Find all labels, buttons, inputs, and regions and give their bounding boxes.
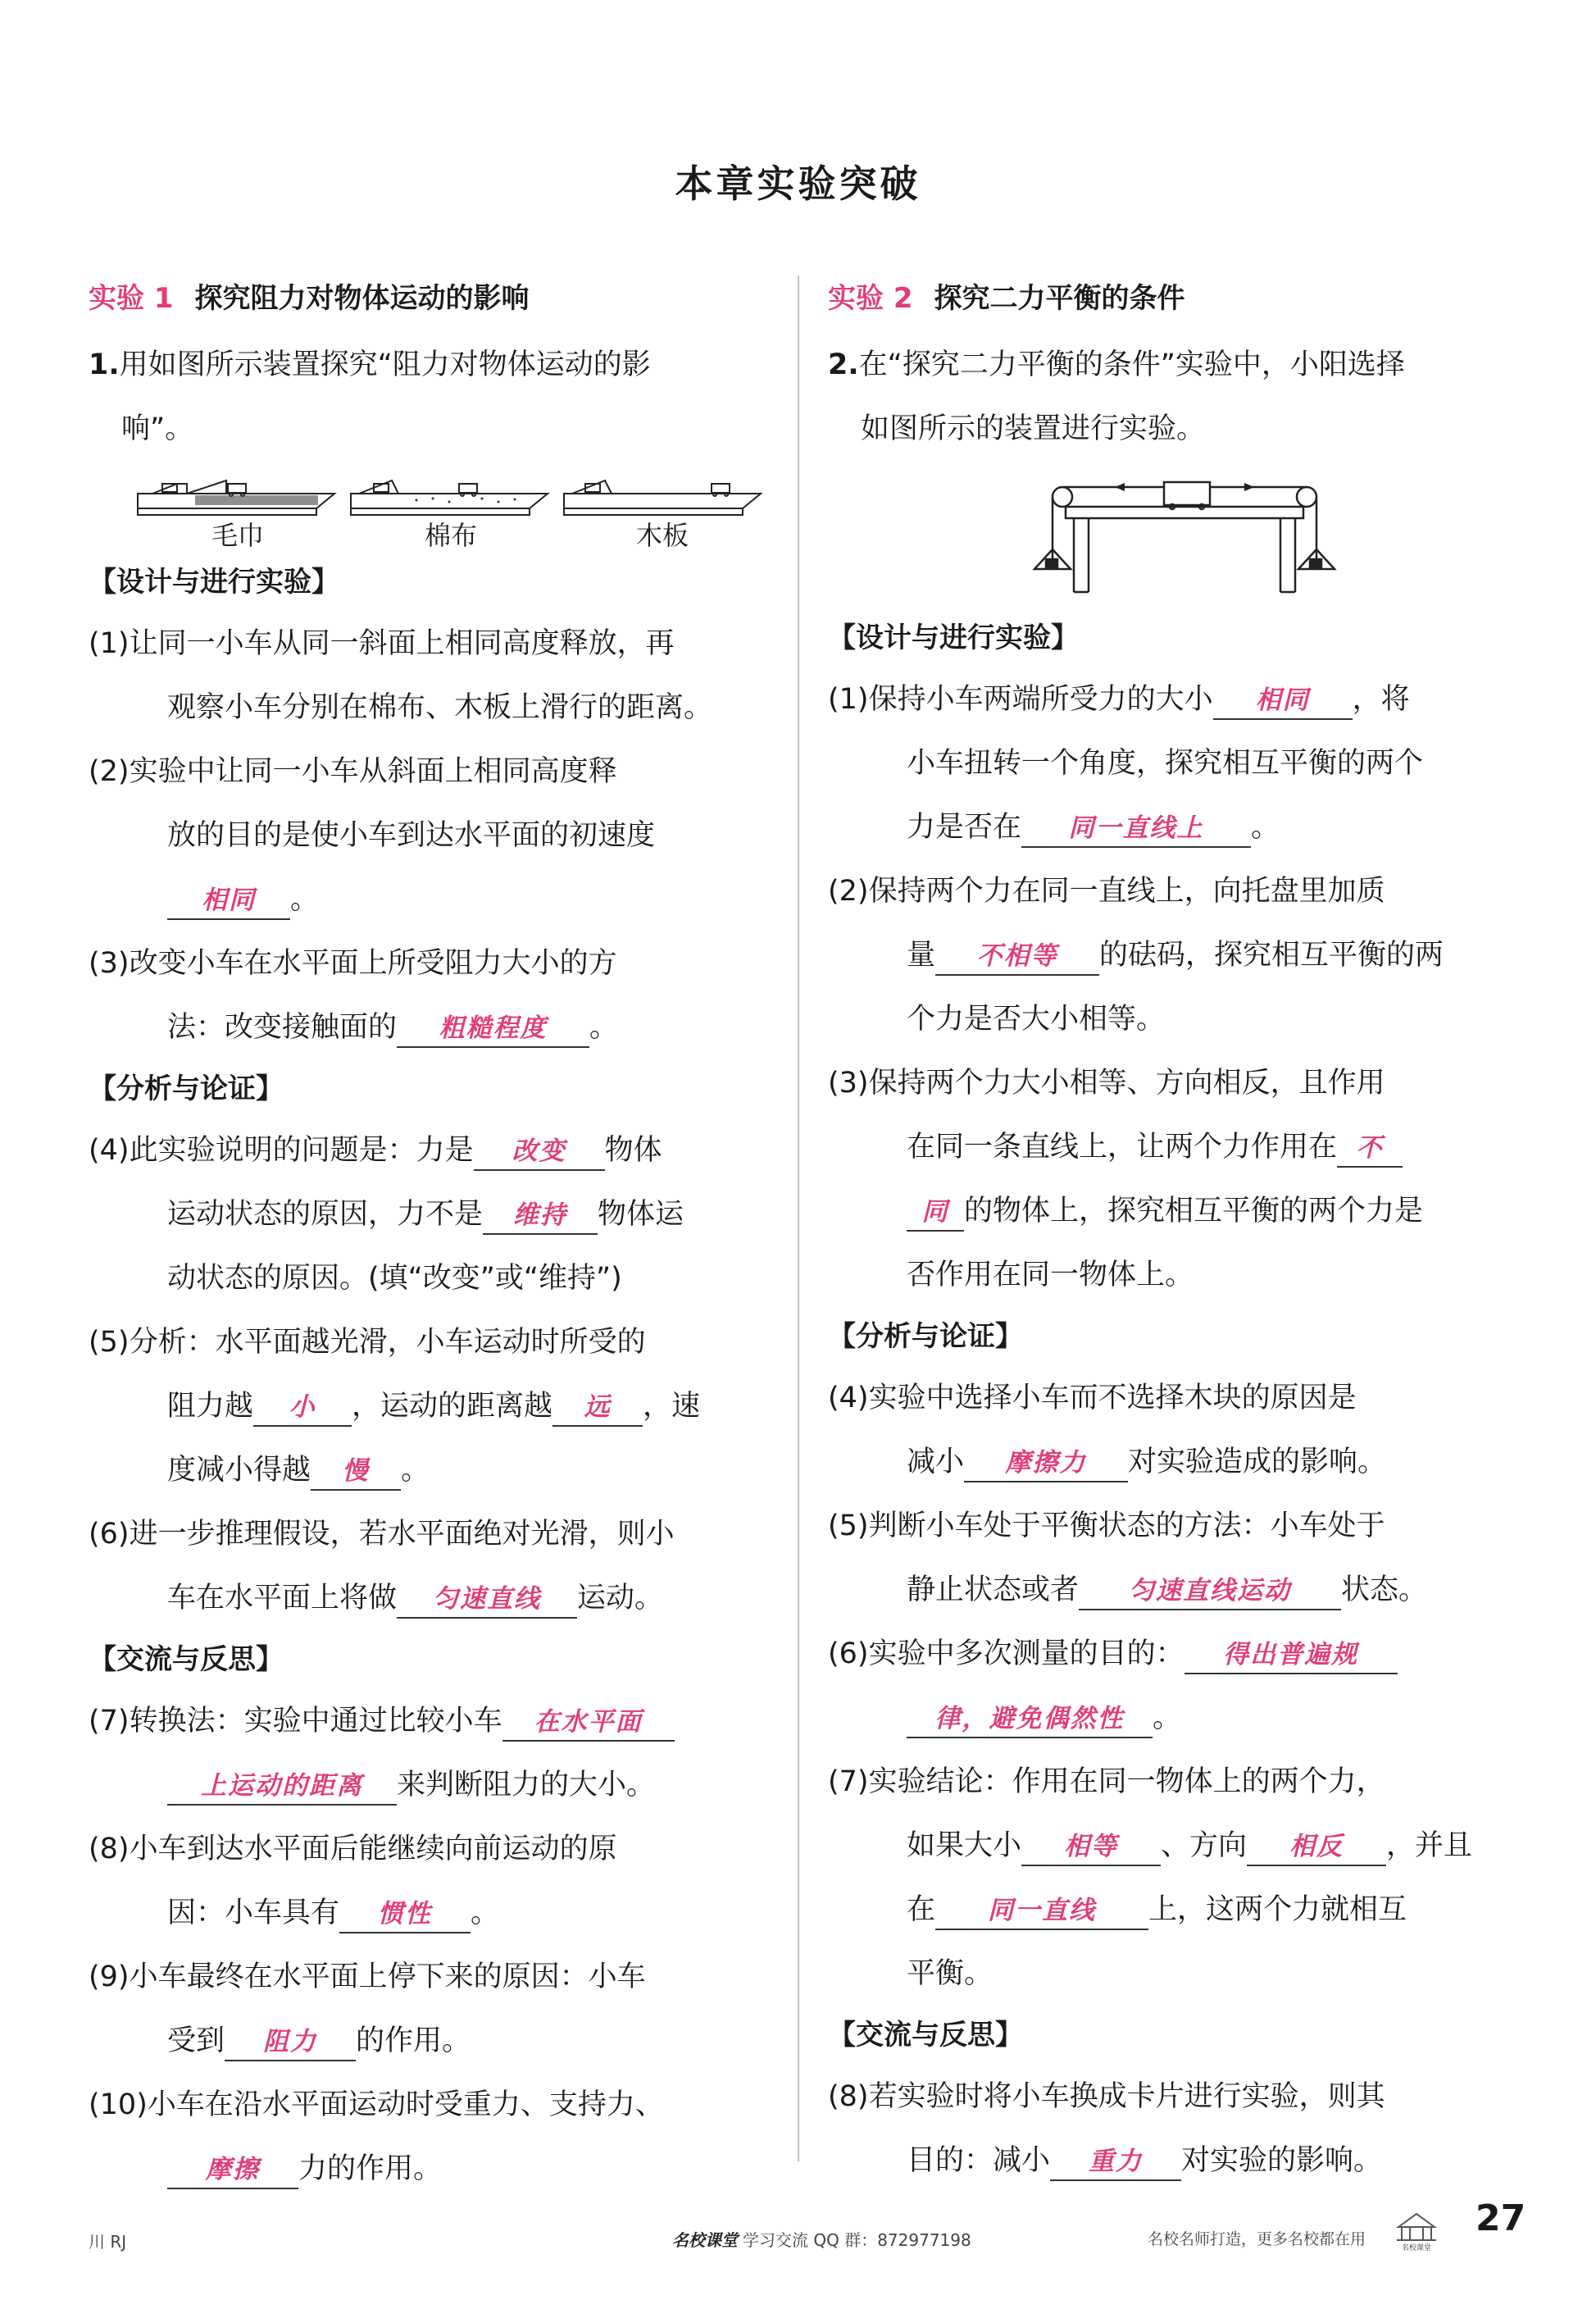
experiment-1-title: 探究阻力对物体运动的影响 bbox=[194, 282, 530, 315]
item-2-5-line-a: (5)判断小车处于平衡状态的方法：小车处于 bbox=[828, 1510, 1385, 1542]
experiment-2-column bbox=[828, 276, 1516, 2193]
item-6-line-a: (6)进一步推理假设，若水平面绝对光滑，则小 bbox=[89, 1518, 675, 1551]
item-2-1-line-c bbox=[828, 795, 1516, 859]
answer-blank: 得出普遍规 bbox=[1184, 1637, 1398, 1674]
item-2-3-line-c bbox=[828, 1179, 1516, 1243]
answer-blank: 改变 bbox=[474, 1133, 605, 1171]
experiment-2-heading bbox=[828, 276, 1516, 321]
section-reflection-2: 【交流与反思】 bbox=[828, 2019, 1023, 2052]
item-text: 在 bbox=[907, 1893, 936, 1926]
answer-blank: 小 bbox=[253, 1389, 352, 1427]
item-6-text: 车在水平面上将做 bbox=[167, 1582, 398, 1614]
section-analysis-1: 【分析与论证】 bbox=[89, 1073, 284, 1105]
item-8-line-b bbox=[89, 1881, 771, 1945]
footer-slogan: 名校名师打造，更多名校都在用 bbox=[1148, 2230, 1366, 2248]
answer-blank: 重力 bbox=[1050, 2143, 1181, 2181]
item-3-text: 法：改变接触面的 bbox=[167, 1011, 398, 1044]
force-balance-figure bbox=[828, 461, 1516, 608]
item-2-7-line-a: (7)实验结论：作用在同一物体上的两个力， bbox=[828, 1765, 1385, 1798]
question-2-number: 2. bbox=[828, 348, 859, 381]
item-4-text: 物体运 bbox=[598, 1198, 684, 1231]
item-5-line-c bbox=[89, 1438, 771, 1502]
item-2-3-line-b bbox=[828, 1115, 1516, 1179]
section-reflection-1: 【交流与反思】 bbox=[89, 1643, 284, 1676]
item-7-text: 来判断阻力的大小。 bbox=[397, 1769, 656, 1801]
item-2-8-line-b bbox=[828, 2129, 1516, 2193]
item-text: ，将 bbox=[1352, 683, 1410, 716]
question-2-line-2: 如图所示的装置进行实验。 bbox=[861, 412, 1206, 445]
answer-blank: 同一直线 bbox=[935, 1892, 1148, 1930]
item-4-line-b bbox=[89, 1182, 771, 1246]
item-6-line-b bbox=[89, 1566, 771, 1630]
item-2-1-line-a bbox=[828, 667, 1516, 731]
item-text: 目的：减小 bbox=[907, 2144, 1051, 2177]
answer-blank: 同 bbox=[907, 1194, 964, 1232]
item-2-5-line-b bbox=[828, 1558, 1516, 1622]
table-pulley-diagram bbox=[828, 461, 1516, 608]
item-text: 在同一条直线上，让两个力作用在 bbox=[907, 1131, 1338, 1164]
experiment-1-column bbox=[89, 276, 771, 2201]
answer-blank: 惯性 bbox=[339, 1896, 471, 1933]
experiment-2-title: 探究二力平衡的条件 bbox=[934, 282, 1185, 315]
item-2-line-c bbox=[89, 868, 771, 931]
answer-blank: 摩擦力 bbox=[964, 1445, 1128, 1482]
item-10-line-a: (10)小车在沿水平面运动时受重力、支持力、 bbox=[89, 2088, 664, 2121]
figure-label-towel: 毛巾 bbox=[211, 520, 265, 551]
item-9-text: 的作用。 bbox=[356, 2024, 471, 2057]
answer-blank: 摩擦 bbox=[167, 2152, 298, 2189]
item-text: 状态。 bbox=[1341, 1573, 1428, 1606]
section-design-experiment-2: 【设计与进行实验】 bbox=[828, 622, 1079, 654]
footer-brand: 名校课堂 bbox=[672, 2230, 738, 2250]
footer-qq-group: 学习交流 QQ 群：872977198 bbox=[743, 2230, 971, 2250]
item-text: 对实验的影响。 bbox=[1181, 2144, 1383, 2177]
section-analysis-2: 【分析与论证】 bbox=[828, 1320, 1023, 1353]
item-8-line-a: (8)小车到达水平面后能继续向前运动的原 bbox=[89, 1833, 617, 1865]
item-text: ，并且 bbox=[1386, 1829, 1473, 1862]
answer-blank: 相反 bbox=[1247, 1829, 1386, 1866]
item-1-line-a: (1)让同一小车从同一斜面上相同高度释放，再 bbox=[89, 627, 675, 660]
item-1-line-b: 观察小车分别在棉布、木板上滑行的距离。 bbox=[167, 691, 713, 724]
question-1-line-1 bbox=[89, 333, 771, 397]
answer-blank: 远 bbox=[552, 1389, 643, 1427]
item-4-text: (4)此实验说明的问题是：力是 bbox=[89, 1134, 474, 1167]
brand-logo-icon bbox=[1392, 2202, 1441, 2255]
item-3-line-a: (3)改变小车在水平面上所受阻力大小的方 bbox=[89, 947, 617, 980]
item-5-text: ，运动的距离越 bbox=[352, 1390, 553, 1423]
item-4-text: 运动状态的原因，力不是 bbox=[167, 1198, 484, 1231]
answer-blank: 在水平面 bbox=[502, 1704, 675, 1742]
answer-blank: 同一直线上 bbox=[1021, 810, 1251, 848]
page-number: 27 bbox=[1476, 2197, 1526, 2239]
answer-blank: 不相等 bbox=[935, 938, 1099, 976]
experiment-1-tag: 实验 1 bbox=[89, 282, 174, 315]
item-6-text: 运动。 bbox=[577, 1582, 664, 1614]
item-text: 、方向 bbox=[1161, 1829, 1248, 1862]
experiment-2-tag: 实验 2 bbox=[828, 282, 913, 315]
building-logo-icon bbox=[1392, 2202, 1441, 2252]
item-2-6-line-a bbox=[828, 1622, 1516, 1686]
item-2-2-line-b bbox=[828, 923, 1516, 987]
section-design-experiment-1: 【设计与进行实验】 bbox=[89, 566, 339, 599]
figure-label-board: 木板 bbox=[636, 520, 689, 551]
answer-blank: 阻力 bbox=[225, 2024, 356, 2061]
item-7-line-b bbox=[89, 1753, 771, 1817]
item-text: 力是否在 bbox=[907, 811, 1022, 844]
answer-blank: 相同 bbox=[167, 882, 290, 920]
punctuation: 。 bbox=[290, 883, 320, 916]
item-2-1-line-b: 小车扭转一个角度，探究相互平衡的两个 bbox=[907, 747, 1424, 780]
punctuation: 。 bbox=[1251, 811, 1280, 844]
item-2-line-a: (2)实验中让同一小车从斜面上相同高度释 bbox=[89, 755, 617, 788]
item-7-text: (7)转换法：实验中通过比较小车 bbox=[89, 1705, 502, 1737]
item-2-4-line-b bbox=[828, 1430, 1516, 1494]
answer-blank: 相同 bbox=[1213, 682, 1353, 720]
punctuation: 。 bbox=[471, 1897, 500, 1929]
item-2-2-line-c: 个力是否大小相等。 bbox=[907, 1003, 1166, 1036]
item-5-line-a: (5)分析：水平面越光滑，小车运动时所受的 bbox=[89, 1326, 646, 1359]
item-2-6-line-b bbox=[828, 1686, 1516, 1750]
answer-blank: 匀速直线运动 bbox=[1079, 1573, 1341, 1610]
punctuation: 。 bbox=[401, 1454, 430, 1487]
item-text: 上，这两个力就相互 bbox=[1148, 1893, 1407, 1926]
page-title: 本章实验突破 bbox=[675, 162, 921, 206]
item-text: 静止状态或者 bbox=[907, 1573, 1080, 1606]
column-divider bbox=[798, 276, 799, 2161]
item-3-line-b bbox=[89, 995, 771, 1059]
item-7-line-a bbox=[89, 1689, 771, 1753]
question-1-text: 用如图所示装置探究“阻力对物体运动的影 bbox=[119, 348, 651, 381]
answer-blank: 不 bbox=[1337, 1130, 1403, 1168]
item-8-text: 因：小车具有 bbox=[167, 1897, 340, 1929]
item-text: 减小 bbox=[907, 1446, 965, 1478]
item-text: (1)保持小车两端所受力的大小 bbox=[828, 683, 1213, 716]
answer-blank: 律，避免偶然性 bbox=[907, 1701, 1153, 1738]
footer-center bbox=[672, 2227, 971, 2251]
answer-blank: 上运动的距离 bbox=[167, 1768, 397, 1806]
item-9-text: 受到 bbox=[167, 2024, 225, 2057]
item-2-7-line-b bbox=[828, 1814, 1516, 1878]
item-10-line-b bbox=[89, 2137, 771, 2201]
item-10-text: 力的作用。 bbox=[298, 2152, 443, 2185]
answer-blank: 维持 bbox=[483, 1197, 598, 1235]
item-2-3-line-a: (3)保持两个力大小相等、方向相反，且作用 bbox=[828, 1067, 1385, 1100]
punctuation: 。 bbox=[1153, 1701, 1182, 1734]
item-text: (6)实验中多次测量的目的： bbox=[828, 1637, 1184, 1670]
item-text: 的砝码，探究相互平衡的两 bbox=[1099, 939, 1444, 972]
question-2-text: 在“探究二力平衡的条件”实验中，小阳选择 bbox=[858, 348, 1405, 381]
item-2-3-line-d: 否作用在同一物体上。 bbox=[907, 1259, 1194, 1291]
logo-text: 名校课堂 bbox=[1401, 2244, 1432, 2252]
question-1-number: 1. bbox=[89, 348, 120, 381]
answer-blank: 慢 bbox=[311, 1453, 401, 1491]
item-5-text: ，速 bbox=[643, 1390, 701, 1423]
item-2-7-line-c bbox=[828, 1878, 1516, 1942]
figure-label-cotton: 棉布 bbox=[425, 520, 478, 551]
item-2-4-line-a: (4)实验中选择小车而不选择木块的原因是 bbox=[828, 1382, 1357, 1414]
item-4-line-c: 动状态的原因。(填“改变”或“维持”) bbox=[167, 1262, 622, 1295]
item-2-line-b: 放的目的是使小车到达水平面的初速度 bbox=[167, 819, 656, 852]
question-1-line-2: 响”。 bbox=[121, 412, 194, 445]
answer-blank: 相等 bbox=[1021, 1829, 1161, 1866]
punctuation: 。 bbox=[589, 1011, 619, 1044]
answer-blank: 匀速直线 bbox=[397, 1581, 577, 1619]
experiment-1-heading bbox=[89, 276, 771, 321]
item-text: 如果大小 bbox=[907, 1829, 1022, 1862]
item-5-text: 阻力越 bbox=[167, 1390, 254, 1423]
item-text: 的物体上，探究相互平衡的两个力是 bbox=[964, 1195, 1424, 1227]
item-2-2-line-a: (2)保持两个力在同一直线上，向托盘里加质 bbox=[828, 875, 1385, 908]
answer-blank: 粗糙程度 bbox=[397, 1010, 589, 1048]
question-2-line-1 bbox=[828, 333, 1516, 397]
friction-surfaces-figure bbox=[89, 461, 771, 553]
item-text: 量 bbox=[907, 939, 936, 972]
item-2-7-line-d: 平衡。 bbox=[907, 1957, 994, 1990]
item-4-line-a bbox=[89, 1118, 771, 1182]
item-text: 对实验造成的影响。 bbox=[1128, 1446, 1387, 1478]
footer-edition: 川 RJ bbox=[89, 2232, 127, 2252]
item-2-8-line-a: (8)若实验时将小车换成卡片进行实验，则其 bbox=[828, 2080, 1385, 2113]
item-4-text: 物体 bbox=[604, 1134, 662, 1167]
item-9-line-a: (9)小车最终在水平面上停下来的原因：小车 bbox=[89, 1961, 646, 1993]
item-5-text: 度减小得越 bbox=[167, 1454, 311, 1487]
item-9-line-b bbox=[89, 2009, 771, 2073]
item-5-line-b bbox=[89, 1374, 771, 1438]
